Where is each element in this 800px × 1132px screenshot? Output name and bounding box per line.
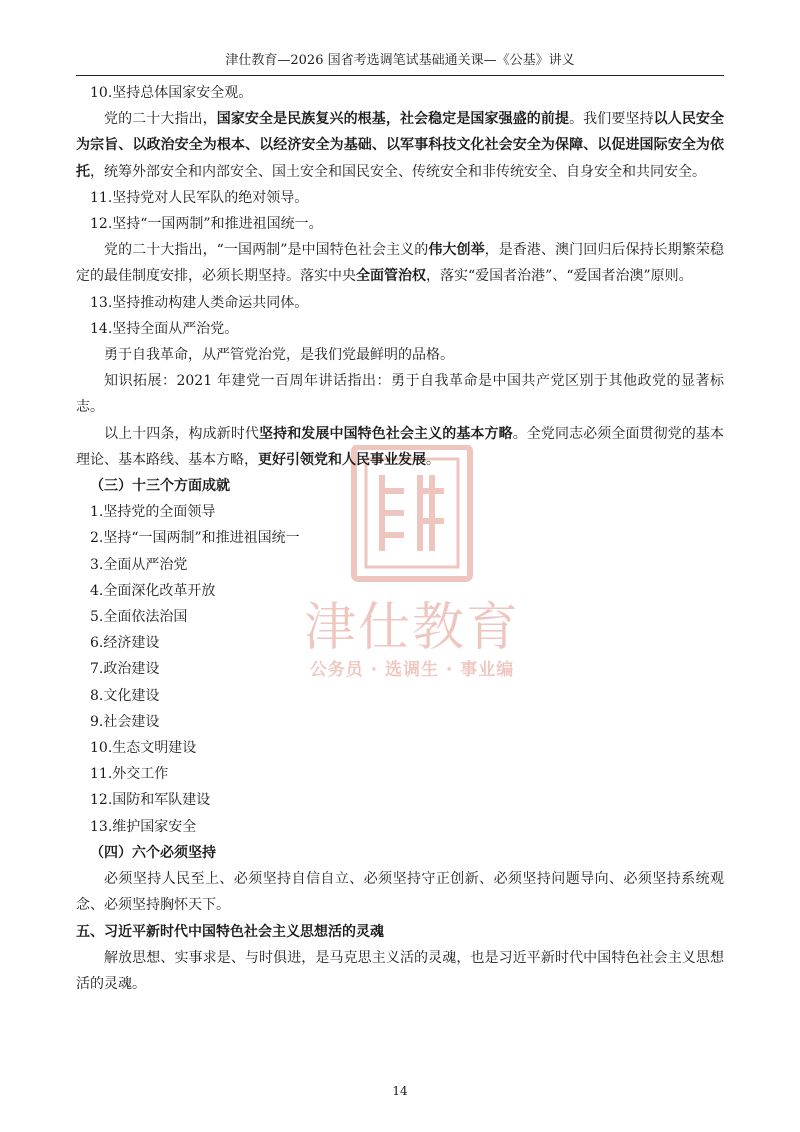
bold-text: 全面管治权 <box>356 268 426 285</box>
list-item: 4.全面深化改革开放 <box>90 582 216 599</box>
list-item: 3.全面从严治党 <box>90 556 188 573</box>
paragraph-six-musts: 必须坚持人民至上、必须坚持自信自立、必须坚持守正创新、必须坚持问题导向、必须坚持系统观念、必须坚持胸怀天下。 <box>76 871 724 914</box>
item-13: 13.坚持推动构建人类命运共同体。 <box>90 294 309 311</box>
achievement-list <box>76 499 724 840</box>
paragraph-knowledge-extension: 知识拓展：2021 年建党一百周年讲话指出：勇于自我革命是中国共产党区别于其他政党的显著标志。 <box>76 373 724 416</box>
header-divider <box>76 75 724 76</box>
paragraph-summary <box>76 421 724 473</box>
paragraph-national-security <box>76 106 724 185</box>
page-header: 津仕教育—2026 国省考选调笔试基础通关课—《公基》讲义 <box>225 53 575 68</box>
document-body <box>76 80 724 997</box>
list-item: 11.外交工作 <box>90 766 169 783</box>
heading-section-five: 五、习近平新时代中国特色社会主义思想活的灵魂 <box>76 923 384 940</box>
list-item: 1.坚持党的全面领导 <box>90 504 216 521</box>
bold-text: 更好引领党和人民事业发展 <box>258 451 426 468</box>
text-run: 党的二十大指出，“一国两制”是中国特色社会主义的 <box>104 242 429 259</box>
list-item: 5.全面依法治国 <box>90 609 188 626</box>
item-14: 14.坚持全面从严治党。 <box>90 320 239 337</box>
watermark-tagline: 公务员 · 选调生 · 事业编 <box>309 660 515 680</box>
bold-text: 坚持和发展中国特色社会主义的基本方略 <box>259 425 513 442</box>
item-11: 11.坚持党对人民军队的绝对领导。 <box>90 189 309 206</box>
bold-text: 以人民安全为宗旨、以政治安全为根本、以经济安全为基础、以军事科技文化社会安全为保障、以促进国际安全为依托 <box>76 111 725 180</box>
text-run: 。 <box>426 451 440 468</box>
item-10: 10.坚持总体国家安全观。 <box>90 85 253 101</box>
watermark-name: 津仕教育 <box>303 598 520 658</box>
bold-text: 伟大创举 <box>428 242 485 259</box>
list-item: 2.坚持“一国两制”和推进祖国统一 <box>90 530 300 547</box>
heading-six-musts: （四）六个必须坚持 <box>90 844 216 861</box>
text-run: 以上十四条，构成新时代 <box>104 425 260 442</box>
item-12: 12.坚持“一国两制”和推进祖国统一。 <box>90 216 323 233</box>
list-item: 13.维护国家安全 <box>90 818 197 835</box>
list-item: 12.国防和军队建设 <box>90 792 211 809</box>
paragraph-one-country-two-systems <box>76 237 724 289</box>
list-item: 6.经济建设 <box>90 635 160 652</box>
list-item: 10.生态文明建设 <box>90 740 197 757</box>
text-run: ，落实“爱国者治港”、“爱国者治澳”原则。 <box>426 268 693 285</box>
list-item: 7.政治建设 <box>90 661 160 678</box>
text-run: ，统筹外部安全和内部安全、国土安全和国民安全、传统安全和非传统安全、自身安全和共同安全。 <box>90 163 706 180</box>
list-item: 9.社会建设 <box>90 713 160 730</box>
text-run: 。我们要坚持 <box>569 111 654 128</box>
heading-achievements: （三）十三个方面成就 <box>90 478 230 495</box>
list-item: 8.文化建设 <box>90 687 160 704</box>
paragraph-living-soul: 解放思想、实事求是、与时俱进，是马克思主义活的灵魂，也是习近平新时代中国特色社会主义思想活的灵魂。 <box>76 949 724 992</box>
bold-text: 国家安全是民族复兴的根基，社会稳定是国家强盛的前提 <box>216 111 570 128</box>
page-number: 14 <box>392 1084 408 1098</box>
paragraph-self-revolution: 勇于自我革命，从严管党治党，是我们党最鲜明的品格。 <box>104 347 454 364</box>
text-run: 。全党同志必须全面贯彻党的基本理论、基本路线、基本方略， <box>76 425 725 468</box>
text-run: ，是香港、澳门回归后保持长期繁荣稳定的最佳制度安排，必须长期坚持。落实中央 <box>76 242 725 285</box>
text-run: 党的二十大指出， <box>104 111 217 128</box>
